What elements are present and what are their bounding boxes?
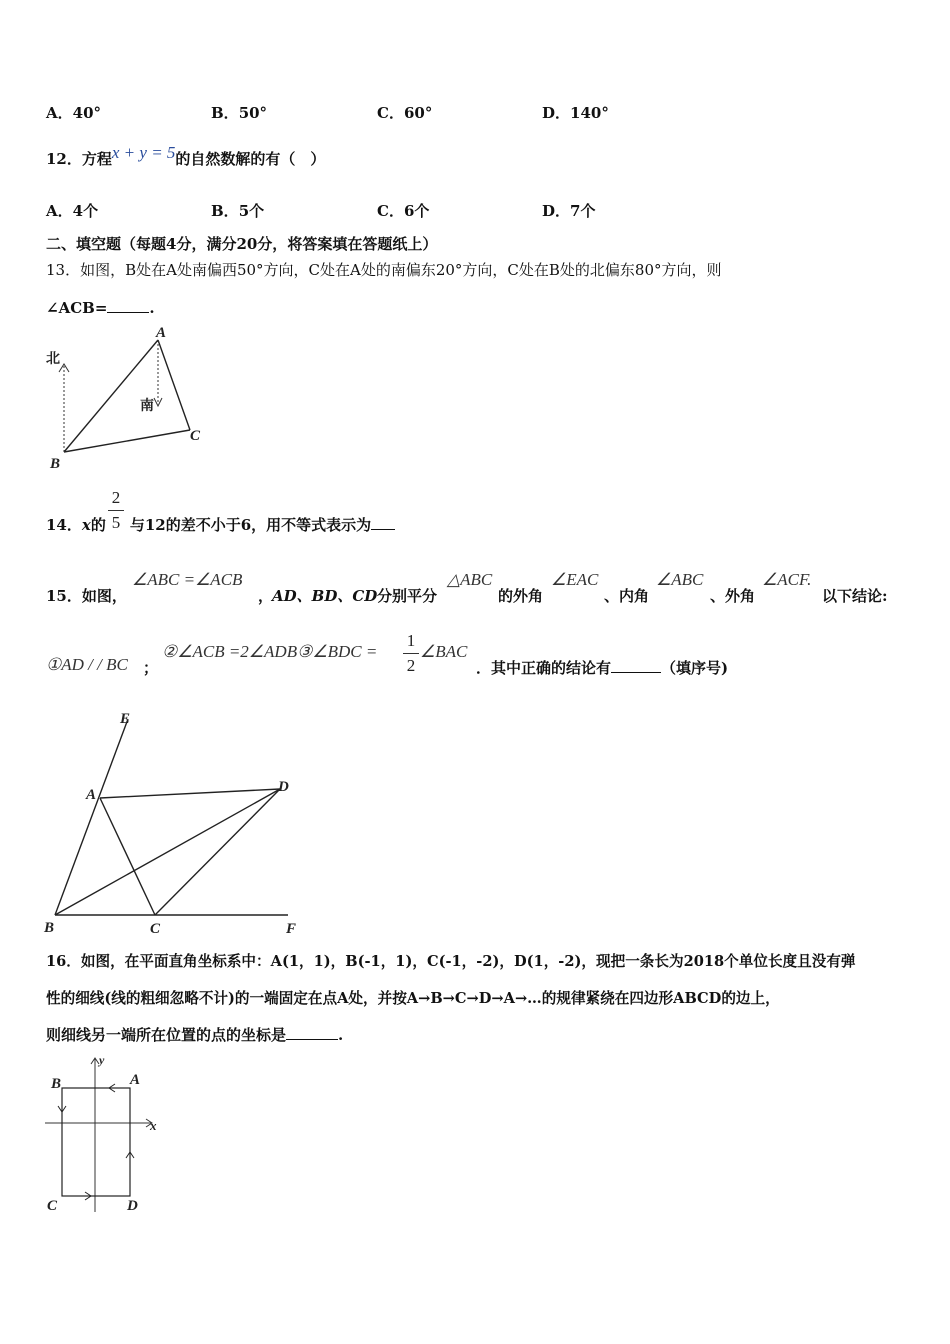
q15-given: ∠ABC =∠ACB: [132, 570, 243, 589]
line-ac: [158, 340, 190, 430]
north-label: 北: [46, 351, 60, 367]
line-ba: [64, 340, 158, 452]
line-bc: [64, 430, 190, 452]
rectangle-abcd: [62, 1088, 130, 1196]
q15-acf: ∠ACF.: [762, 570, 812, 589]
q13-blank: [107, 298, 149, 313]
line-cd: [155, 789, 280, 915]
south-label: 南: [140, 398, 154, 414]
q15-semicolon: ；: [143, 659, 159, 677]
q15-conclusion-1: ①AD / / BC: [46, 655, 128, 674]
point-b-label: B: [51, 1076, 62, 1092]
q15-waijiao2: 、外角: [710, 587, 756, 605]
q16-line-1: 16．如图，在平面直角坐标系中：A(1，1)，B(-1，1)，C(-1，-2)，D(1，-2)，现把一条长为2018个单位长度且没有弹: [46, 953, 856, 970]
q11-option-a: A．40°: [46, 104, 102, 122]
q15-prefix: 15．如图，: [46, 587, 127, 605]
q15-lines: AD、BD、CD: [272, 587, 378, 605]
q15-neijiao: 、内角: [604, 587, 650, 605]
q14-fraction: 2 5: [108, 488, 124, 533]
point-a-label: A: [130, 1072, 141, 1088]
q15-blank: [611, 658, 661, 673]
q13-answer-line: ∠ACB= .: [46, 299, 155, 317]
q12-option-b: B．5个: [211, 202, 265, 220]
q11-option-d: D．140°: [542, 104, 609, 122]
q15-abc: ∠ABC: [656, 570, 704, 589]
point-c-label: C: [47, 1198, 58, 1214]
q12-option-c: C．6个: [377, 202, 430, 220]
q11-option-b: B．50°: [211, 104, 268, 122]
q16-line-3: 则细线另一端所在位置的点的坐标是 .: [46, 1026, 344, 1044]
q16-figure: [40, 1052, 170, 1222]
point-a-label: A: [86, 787, 97, 803]
y-axis-label: y: [99, 1053, 105, 1067]
q15-tail: 以下结论:: [822, 587, 888, 605]
x-axis-label: x: [150, 1118, 157, 1133]
point-a-label: A: [156, 325, 167, 341]
q15-ask: ．其中正确的结论有 （填序号): [476, 659, 729, 677]
line-be: [55, 719, 128, 915]
q15-half-fraction: 1 2: [403, 631, 419, 676]
point-c-label: C: [190, 428, 201, 444]
q15-comma: ，: [258, 587, 274, 605]
q16-line-2: 性的细线(线的粗细忽略不计)的一端固定在点A处，并按A→B→C→D→A→…的规律紧绕在四边形ABCD的边上，: [46, 990, 780, 1007]
point-b-label: B: [50, 456, 61, 472]
q13-figure: [40, 322, 220, 474]
point-d-label: D: [127, 1198, 138, 1214]
point-d-label: D: [278, 779, 289, 795]
q15-bisect: 分别平分: [377, 587, 438, 605]
q15-figure: [40, 705, 310, 940]
q12-option-d: D．7个: [542, 202, 596, 220]
section-heading: 二、填空题（每题4分，满分20分，将答案填在答题纸上）: [46, 235, 438, 253]
q15-waijiao: 的外角: [498, 587, 544, 605]
q15-triangle: △ABC: [447, 570, 493, 589]
q15-eac: ∠EAC: [551, 570, 599, 589]
q12-stem: 12．方程x + y = 5的自然数解的有（ ）: [46, 143, 326, 168]
q12-equation: x + y = 5: [111, 143, 176, 162]
point-b-label: B: [44, 920, 55, 936]
q16-blank: [286, 1025, 338, 1040]
q12-option-a: A．4个: [46, 202, 99, 220]
q14-stem: 14．x的 与12的差不小于6，用不等式表示为: [46, 514, 395, 535]
point-c-label: C: [150, 921, 161, 937]
q14-blank: [371, 515, 395, 530]
line-ac: [100, 798, 155, 915]
point-e-label: E: [120, 711, 131, 727]
point-f-label: F: [286, 921, 297, 937]
line-ad: [100, 789, 280, 798]
q15-conclusion-23: ②∠ACB =2∠ADB③∠BDC =: [162, 642, 378, 661]
line-bd: [55, 789, 280, 915]
q15-bac: ∠BAC: [420, 642, 468, 661]
q13-stem: 13．如图，B处在A处南偏西50°方向，C处在A处的南偏东20°方向，C处在B处的北偏东80°方向，则: [46, 261, 722, 279]
q11-option-c: C．60°: [377, 104, 433, 122]
